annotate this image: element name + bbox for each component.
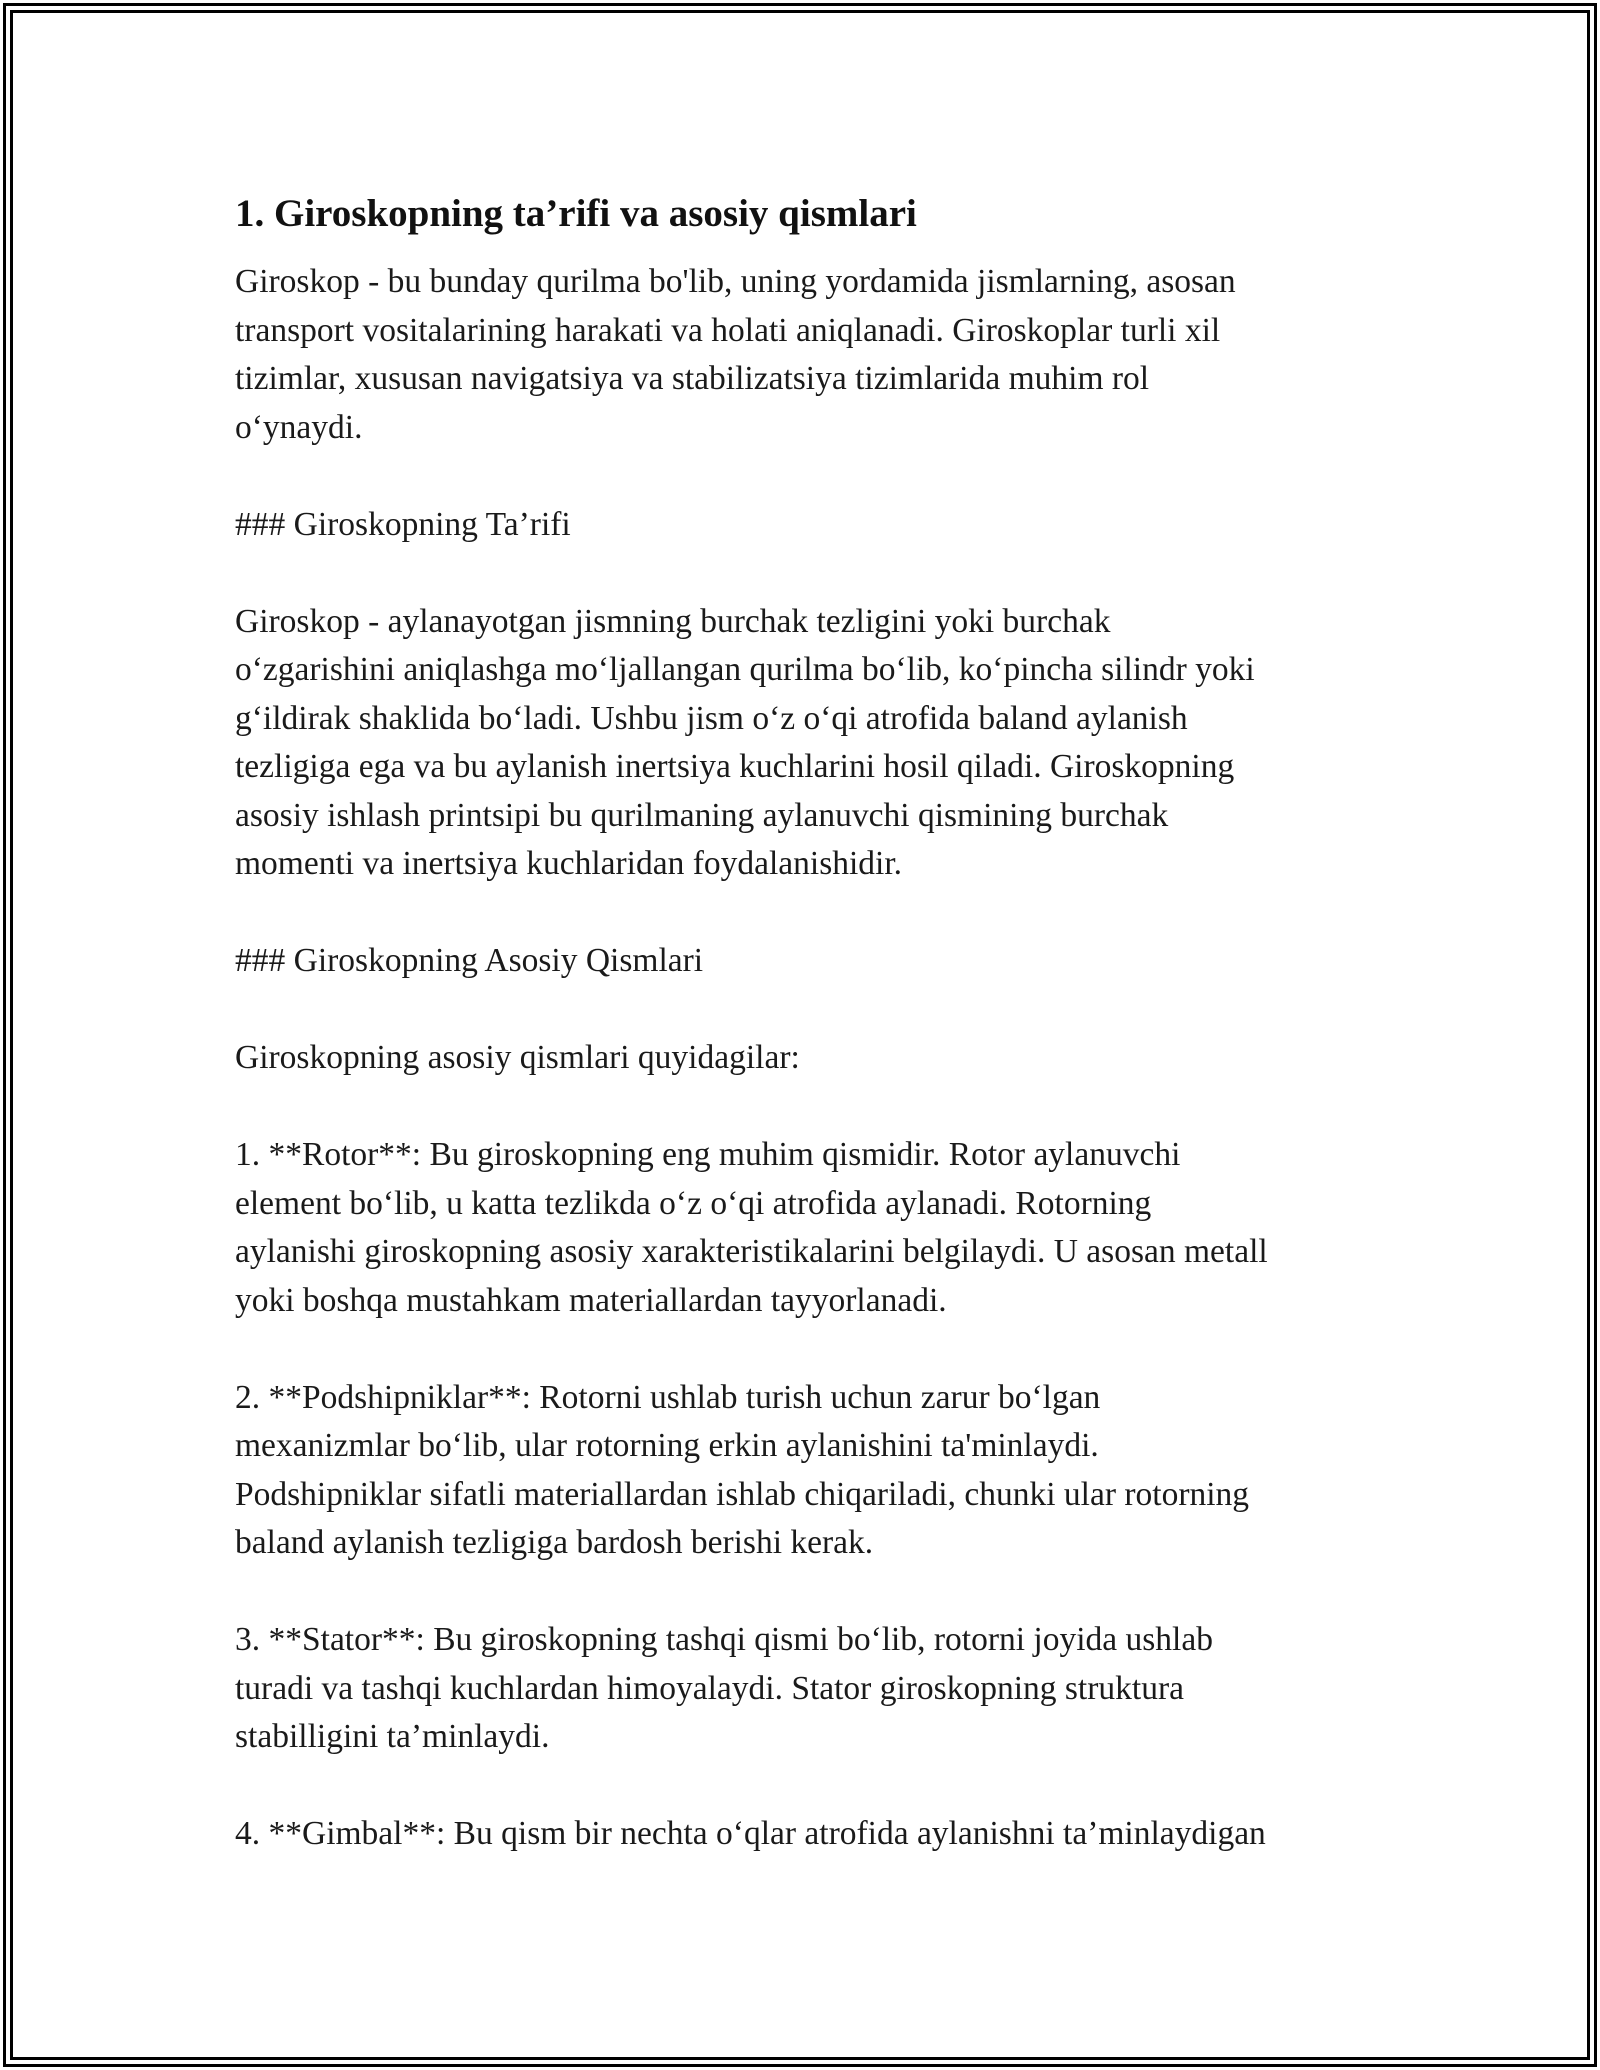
document-title: 1. Giroskopning ta’rifi va asosiy qismlari: [235, 192, 917, 235]
list-item-gimbal: 4. **Gimbal**: Bu qism bir nechta o‘qlar atrofida aylanishni ta’minlaydigan: [235, 1815, 1266, 1852]
intro-paragraph: Giroskop - bu bunday qurilma bo'lib, uning yordamida jismlarning, asosan transport vositalarining harakati va holati aniqlanadi. Giroskoplar turli xil tizimlar, xususan navigatsiya va stabilizatsiya tizimlarida muhim rol o‘ynaydi.: [235, 263, 1236, 446]
section-heading-definition: ### Giroskopning Ta’rifi: [235, 505, 571, 543]
list-item-rotor: 1. **Rotor**: Bu giroskopning eng muhim qismidir. Rotor aylanuvchi element bo‘lib, u katta tezlikda o‘z o‘qi atrofida aylanadi. Rotorning aylanishi giroskopning asosiy xarakteristikalarini belgilaydi. U asosan metall yoki boshqa mustahkam materiallardan tayyorlanadi.: [235, 1136, 1268, 1319]
list-item-bearings: 2. **Podshipniklar**: Rotorni ushlab turish uchun zarur bo‘lgan mexanizmlar bo‘lib, ular rotorning erkin aylanishini ta'minlaydi. Podshipniklar sifatli materiallardan ishlab chiqariladi, chunki ular rotorning baland aylanish tezligiga bardosh berishi kerak.: [235, 1378, 1250, 1561]
list-item-stator: 3. **Stator**: Bu giroskopning tashqi qismi bo‘lib, rotorni joyida ushlab turadi va tashqi kuchlardan himoyalaydi. Stator giroskopning struktura stabilligini ta’minlaydi.: [235, 1621, 1213, 1755]
section-heading-parts: ### Giroskopning Asosiy Qismlari: [235, 942, 704, 979]
document-body: [235, 190, 1375, 1907]
parts-intro-paragraph: Giroskopning asosiy qismlari quyidagilar:: [235, 1039, 800, 1076]
definition-paragraph: Giroskop - aylanayotgan jismning burchak tezligini yoki burchak o‘zgarishini aniqlashga mo‘ljallangan qurilma bo‘lib, ko‘pincha silindr yoki g‘ildirak shaklida bo‘ladi. Ushbu jism o‘z o‘qi atrofida baland aylanish tezligiga ega va bu aylanish inertsiya kuchlarini hosil qiladi. Giroskopning asosiy ishlash printsipi bu qurilmaning aylanuvchi qismining burchak momenti va inertsiya kuchlaridan foydalanishidir.: [235, 602, 1255, 882]
